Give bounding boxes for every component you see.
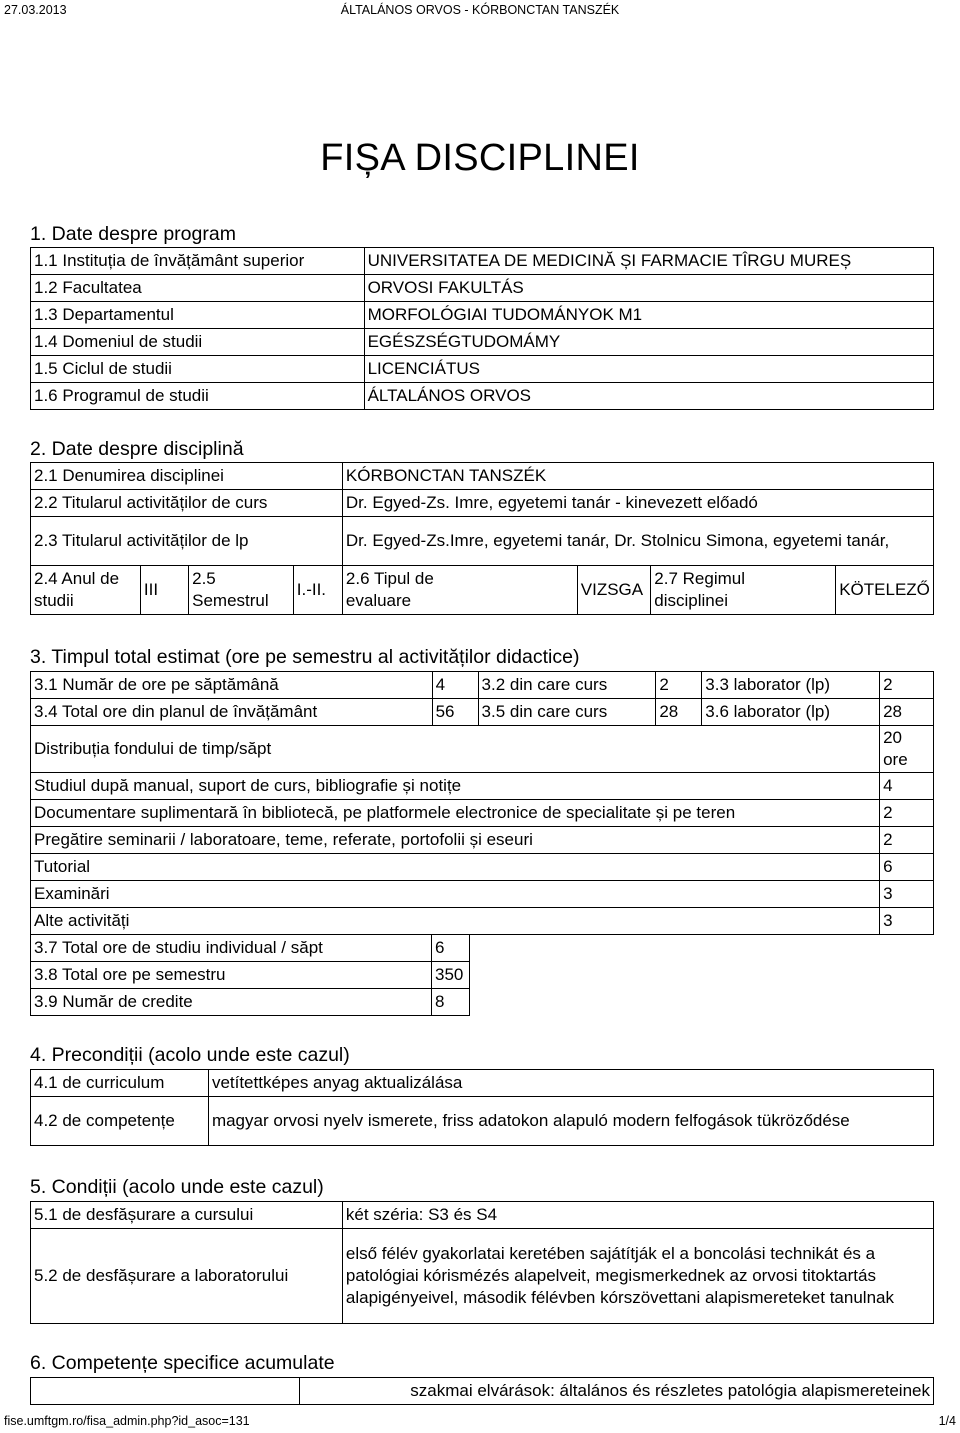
total-label: 3.9 Număr de credite [31, 989, 432, 1016]
table-row [31, 935, 470, 962]
total-label: 3.8 Total ore pe semestru [31, 962, 432, 989]
discipline-name-label: 2.1 Denumirea disciplinei [31, 463, 343, 490]
table-row [31, 699, 934, 726]
activity-label: Pregătire seminarii / laboratoare, teme, referate, portofolii și eseuri [31, 827, 880, 854]
section-6-title: 6. Competențe specifice acumulate [30, 1352, 335, 1374]
evaluation-label: 2.6 Tipul de evaluare [342, 566, 577, 615]
distribution-value: 20 ore [880, 726, 934, 773]
section-2-title: 2. Date despre disciplină [30, 438, 244, 460]
hours-week-value: 4 [432, 672, 478, 699]
total-lab-value: 28 [880, 699, 934, 726]
table-row [31, 800, 934, 827]
activity-value: 6 [880, 854, 934, 881]
total-value: 350 [432, 962, 470, 989]
course-holder-value: Dr. Egyed-Zs. Imre, egyetemi tanár - kinevezett előadó [342, 490, 933, 517]
semester-value: I.-II. [293, 566, 342, 615]
section-1-title: 1. Date despre program [30, 223, 236, 245]
evaluation-value: VIZSGA [577, 566, 651, 615]
course-holder-label: 2.2 Titularul activităților de curs [31, 490, 343, 517]
row-label: 1.5 Ciclul de studii [31, 356, 365, 383]
page-header [0, 0, 960, 20]
table-row [31, 275, 934, 302]
table-row [31, 356, 934, 383]
table-row [31, 672, 934, 699]
lab-hours-value: 2 [880, 672, 934, 699]
total-course-value: 28 [656, 699, 702, 726]
table-row [31, 962, 470, 989]
page-number: 1/4 [938, 1414, 956, 1428]
row-label: 1.4 Domeniul de studii [31, 329, 365, 356]
table-row [31, 726, 934, 773]
curriculum-value: vetítettképes anyag aktualizálása [208, 1070, 933, 1097]
activity-label: Examinări [31, 881, 880, 908]
regime-label: 2.7 Regimul disciplinei [651, 566, 836, 615]
distribution-label: Distribuția fondului de timp/săpt [31, 726, 880, 773]
print-date: 27.03.2013 [4, 3, 67, 17]
total-course-label: 3.5 din care curs [478, 699, 656, 726]
table-row [31, 1229, 934, 1324]
table-row [31, 908, 934, 935]
total-label: 3.7 Total ore de studiu individual / săpt [31, 935, 432, 962]
total-value: 8 [432, 989, 470, 1016]
table-row [31, 383, 934, 410]
activity-label: Studiul după manual, suport de curs, bibliografie și notițe [31, 773, 880, 800]
competence-text: szakmai elvárások: általános és részletes patológia alapismereteinek [300, 1378, 934, 1405]
print-title: ÁLTALÁNOS ORVOS - KÓRBONCTAN TANSZÉK [340, 3, 620, 17]
regime-value: KÖTELEZŐ [836, 566, 934, 615]
table-row [31, 989, 470, 1016]
totals-table [30, 934, 470, 1016]
semester-label: 2.5 Semestrul [189, 566, 294, 615]
competence-value: magyar orvosi nyelv ismerete, friss adatokon alapuló modern felfogások tükröződése [208, 1097, 933, 1146]
total-value: 6 [432, 935, 470, 962]
table-row [31, 329, 934, 356]
table-row [31, 248, 934, 275]
course-conditions-label: 5.1 de desfășurare a cursului [31, 1202, 343, 1229]
curriculum-label: 4.1 de curriculum [31, 1070, 209, 1097]
table-row [31, 854, 934, 881]
competences-table [30, 1377, 934, 1405]
table-row [31, 1070, 934, 1097]
discipline-name-value: KÓRBONCTAN TANSZÉK [342, 463, 933, 490]
total-hours-label: 3.4 Total ore din planul de învățământ [31, 699, 433, 726]
section-4-title: 4. Precondiții (acolo unde este cazul) [30, 1044, 350, 1066]
course-conditions-value: két széria: S3 és S4 [342, 1202, 933, 1229]
document-title: FIȘA DISCIPLINEI [320, 137, 640, 179]
table-row [31, 1378, 934, 1405]
footer-url: fise.umftgm.ro/fisa_admin.php?id_asoc=131 [4, 1414, 250, 1428]
table-row [31, 881, 934, 908]
activity-value: 4 [880, 773, 934, 800]
conditions-table [30, 1201, 934, 1324]
row-label: 1.6 Programul de studii [31, 383, 365, 410]
competence-label: 4.2 de competențe [31, 1097, 209, 1146]
lab-conditions-value: első félév gyakorlatai keretében sajátítják el a boncolási technikát és a patológiai kórismézés alapelveit, megismerkednek az orvosi titoktartás alapigényeivel, második félévben kórszövettani alapismereteket tanulnak [342, 1229, 933, 1324]
study-year-value: III [140, 566, 188, 615]
total-hours-value: 56 [432, 699, 478, 726]
program-table [30, 247, 934, 410]
activity-label: Documentare suplimentară în bibliotecă, pe platformele electronice de specialitate și pe teren [31, 800, 880, 827]
activity-value: 3 [880, 908, 934, 935]
discipline-table [30, 462, 934, 615]
row-label: 1.1 Instituția de învățământ superior [31, 248, 365, 275]
row-value: ÁLTALÁNOS ORVOS [364, 383, 933, 410]
row-value: MORFOLÓGIAI TUDOMÁNYOK M1 [364, 302, 933, 329]
time-table [30, 671, 934, 935]
table-row [31, 490, 934, 517]
table-row [31, 463, 934, 490]
activity-value: 2 [880, 800, 934, 827]
preconditions-table [30, 1069, 934, 1146]
total-lab-label: 3.6 laborator (lp) [702, 699, 880, 726]
activity-label: Alte activități [31, 908, 880, 935]
course-hours-label: 3.2 din care curs [478, 672, 656, 699]
table-row [31, 302, 934, 329]
lab-hours-label: 3.3 laborator (lp) [702, 672, 880, 699]
competence-category [31, 1378, 300, 1405]
table-row [31, 773, 934, 800]
lab-conditions-label: 5.2 de desfășurare a laboratorului [31, 1229, 343, 1324]
activity-value: 3 [880, 881, 934, 908]
activity-value: 2 [880, 827, 934, 854]
table-row [31, 566, 934, 615]
table-row [31, 827, 934, 854]
section-5-title: 5. Condiții (acolo unde este cazul) [30, 1176, 324, 1198]
row-label: 1.2 Facultatea [31, 275, 365, 302]
row-value: LICENCIÁTUS [364, 356, 933, 383]
table-row [31, 517, 934, 566]
row-value: EGÉSZSÉGTUDOMÁMY [364, 329, 933, 356]
hours-week-label: 3.1 Număr de ore pe săptămână [31, 672, 433, 699]
course-hours-value: 2 [656, 672, 702, 699]
row-value: ORVOSI FAKULTÁS [364, 275, 933, 302]
lab-holder-label: 2.3 Titularul activităților de lp [31, 517, 343, 566]
row-value: UNIVERSITATEA DE MEDICINĂ ȘI FARMACIE TÎRGU MUREȘ [364, 248, 933, 275]
lab-holder-value: Dr. Egyed-Zs.Imre, egyetemi tanár, Dr. Stolnicu Simona, egyetemi tanár, [342, 517, 933, 566]
table-row [31, 1202, 934, 1229]
row-label: 1.3 Departamentul [31, 302, 365, 329]
study-year-label: 2.4 Anul de studii [31, 566, 141, 615]
table-row [31, 1097, 934, 1146]
section-3-title: 3. Timpul total estimat (ore pe semestru al activităților didactice) [30, 646, 580, 668]
activity-label: Tutorial [31, 854, 880, 881]
